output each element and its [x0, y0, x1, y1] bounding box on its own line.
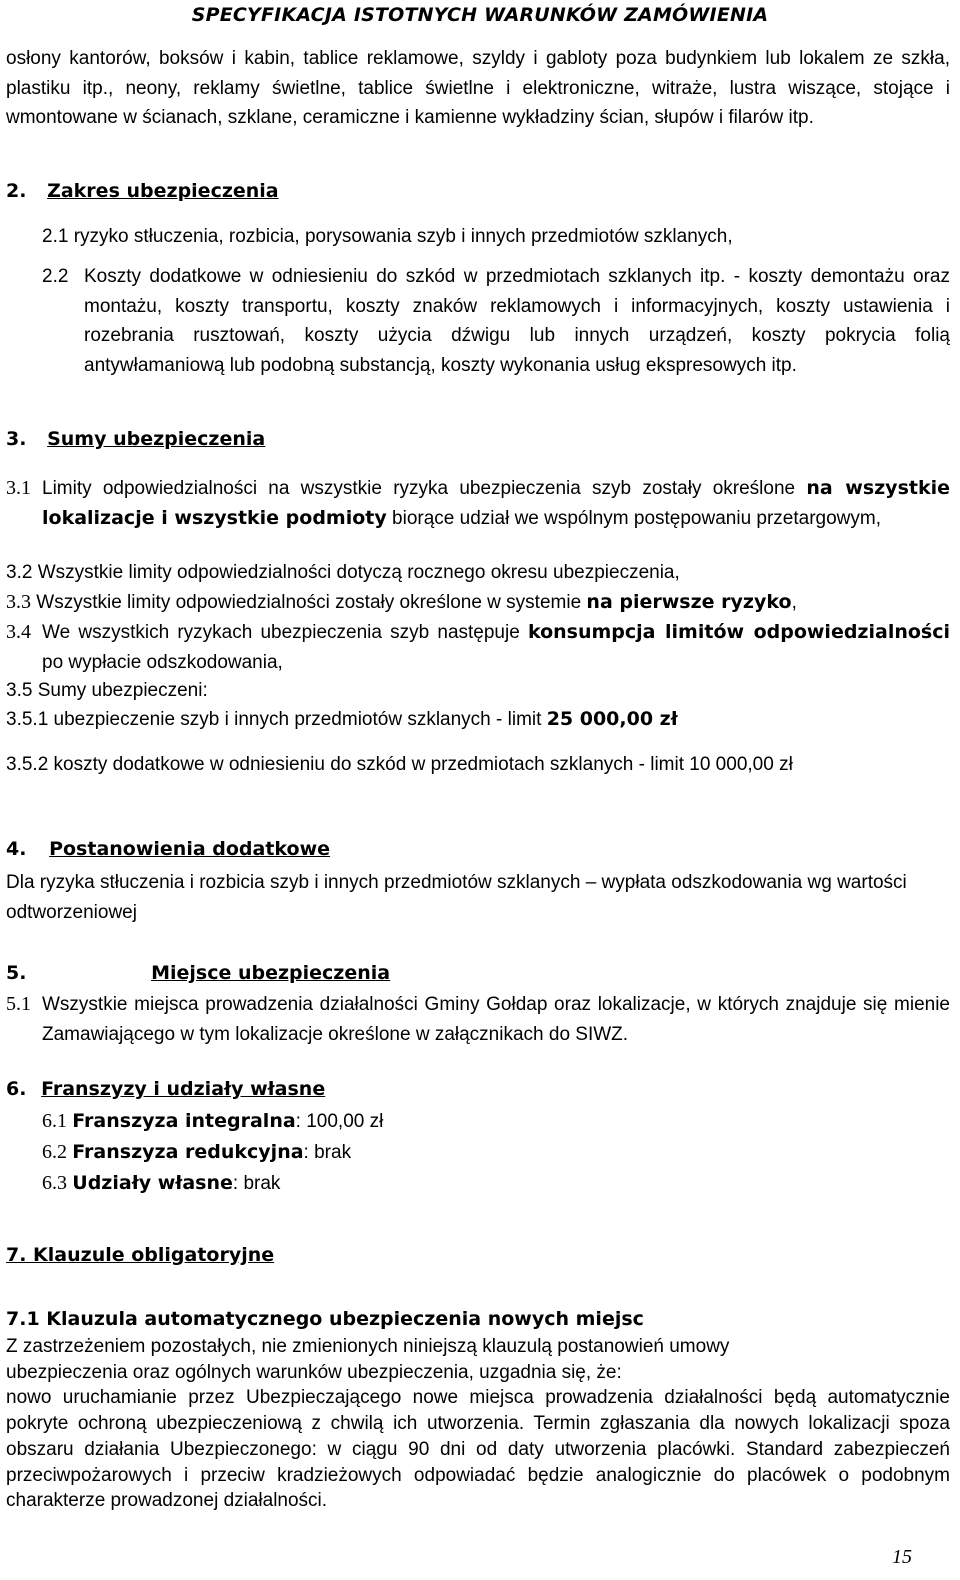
section-number: 5. [6, 962, 27, 984]
section-4-heading [6, 838, 330, 860]
item-number: 6.1 [42, 1110, 67, 1132]
item-6-3 [42, 1169, 942, 1199]
body-line-2: ubezpieczenia oraz ogólnych warunków ubezpieczenia, uzgadnia się, że: [6, 1361, 622, 1383]
section-title: Zakres ubezpieczenia [47, 180, 279, 202]
item-text-c: , [791, 592, 797, 613]
section-title: Postanowienia dodatkowe [49, 838, 331, 860]
item-6-2 [42, 1138, 942, 1168]
item-text: Wszystkie miejsca prowadzenia działalności Gminy Gołdap oraz lokalizacje, w których znajduje się mienie Zamawiającego w tym lokalizacje określone w załącznikach do SIWZ. [42, 994, 950, 1045]
item-number: 6.3 [42, 1172, 67, 1194]
section-4-body: Dla ryzyka stłuczenia i rozbicia szyb i innych przedmiotów szklanych – wypłata odszkodowania wg wartości odtworzeniowej [6, 872, 907, 923]
item-text-emphasis: konsumpcja limitów odpowiedzialności [527, 621, 950, 643]
item-2-1 [42, 222, 950, 252]
item-number: 3.2 [6, 562, 33, 583]
item-text: 3.5.1 ubezpieczenie szyb i innych przedmiotów szklanych - limit [6, 709, 542, 730]
item-text [42, 474, 950, 533]
item-value: : brak [303, 1142, 352, 1163]
item-3-4 [6, 618, 950, 677]
item-number: 3.3 [6, 591, 31, 613]
item-3-5 [6, 676, 950, 706]
item-text-a: We wszystkich ryzykach ubezpieczenia szyb następuje [42, 622, 520, 643]
item-text-emphasis: na wszystkie lokalizacje i wszystkie podmioty [42, 477, 950, 529]
item-number: 2.1 [42, 226, 69, 247]
item-3-5-1 [6, 705, 950, 735]
section-5-heading [6, 962, 390, 984]
item-text: Wszystkie limity odpowiedzialności dotyczą rocznego okresu ubezpieczenia, [37, 562, 680, 583]
item-number: 5.1 [6, 993, 31, 1015]
item-text-a: Limity odpowiedzialności na wszystkie ryzyka ubezpieczenia szyb zostały określone [42, 478, 796, 499]
item-label: Franszyza integralna [72, 1110, 296, 1132]
item-text-emphasis: na pierwsze ryzyko [586, 591, 792, 613]
section-title: Sumy ubezpieczenia [47, 428, 266, 450]
section-6-heading [6, 1078, 325, 1100]
limit-value: 25 000,00 zł [546, 708, 678, 730]
section-number: 6. [6, 1078, 27, 1100]
item-number: 3.1 [6, 477, 31, 499]
item-text-c: biorące udział we wspólnym postępowaniu przetargowym, [392, 507, 882, 529]
item-text-c: po wypłacie odszkodowania, [42, 651, 283, 673]
item-text: ryzyko stłuczenia, rozbicia, porysowania szyb i innych przedmiotów szklanych, [73, 226, 733, 247]
item-text [42, 618, 950, 677]
item-6-1 [42, 1107, 942, 1137]
section-title: Franszyzy i udziały własne [41, 1078, 326, 1100]
item-number: 2.2 [42, 266, 69, 287]
item-text: Koszty dodatkowe w odniesieniu do szkód w przedmiotach szklanych itp. - koszty demontażu oraz montażu, koszty transportu, koszty znaków reklamowych i informacyjnych, koszty ustawienia i rozebrania rusztowań, koszty użycia dźwigu lub innych urządzeń, koszty pokrycia folią antywłamaniową lub podobną substancją, koszty wykonania usług ekspresowych itp. [84, 266, 950, 376]
section-title: Miejsce ubezpieczenia [151, 962, 391, 984]
item-number: 3.5 [6, 680, 33, 701]
item-value: : 100,00 zł [295, 1111, 384, 1132]
page-header: SPECYFIKACJA ISTOTNYCH WARUNKÓW ZAMÓWIENIA [191, 4, 769, 26]
section-number: 4. [6, 838, 27, 860]
section-number: 2. [6, 180, 27, 202]
item-3-2 [6, 558, 950, 588]
item-text-a: Wszystkie limity odpowiedzialności zostały określone w systemie [36, 592, 582, 613]
body-line-1: Z zastrzeżeniem pozostałych, nie zmienionych niniejszą klauzulą postanowień umowy [6, 1336, 730, 1357]
item-5-1 [6, 990, 950, 1049]
item-3-3 [6, 588, 950, 618]
section-7-1-body [6, 1334, 950, 1514]
item-3-5-2: 3.5.2 koszty dodatkowe w odniesieniu do szkód w przedmiotach szklanych - limit 10 000,00 zł [6, 754, 793, 775]
section-7-heading: 7. Klauzule obligatoryjne [6, 1244, 275, 1266]
page-number: 15 [892, 1546, 912, 1568]
item-label: Udziały własne [72, 1172, 233, 1194]
item-number: 3.4 [6, 621, 31, 643]
intro-paragraph: osłony kantorów, boksów i kabin, tablice reklamowe, szyldy i gabloty poza budynkiem lub lokalem ze szkła, plastiku itp., neony, reklamy świetlne, tablice świetlne i elektroniczne, witraże, lustra wiszące, stojące i wmontowane w ścianach, szklane, ceramiczne i kamienne wykładziny ścian, słupów i filarów itp. [6, 48, 950, 128]
item-3-1 [6, 474, 950, 533]
item-value: : brak [232, 1173, 281, 1194]
item-label: Franszyza redukcyjna [72, 1141, 304, 1163]
section-3-heading [6, 428, 265, 450]
item-2-2 [42, 262, 950, 380]
section-2-heading [6, 180, 279, 202]
item-number: 6.2 [42, 1141, 67, 1163]
subsection-7-1-heading: 7.1 Klauzula automatycznego ubezpieczenia nowych miejsc [6, 1308, 644, 1330]
section-number: 3. [6, 428, 27, 450]
item-text: Sumy ubezpieczeni: [37, 680, 208, 701]
body-paragraph: nowo uruchamianie przez Ubezpieczającego nowe miejsca prowadzenia działalności będą automatycznie pokryte ochroną ubezpieczeniową z chwilą ich utworzenia. Termin zgłaszania dla nowych lokalizacji spoza obszaru działania Ubezpieczonego: w ciągu 90 dni od daty utworzenia placówki. Standard zabezpieczeń przeciwpożarowych i przeciw kradzieżowych odpowiadać będzie analogicznie do placówek o podobnym charakterze prowadzonej działalności. [6, 1387, 950, 1512]
